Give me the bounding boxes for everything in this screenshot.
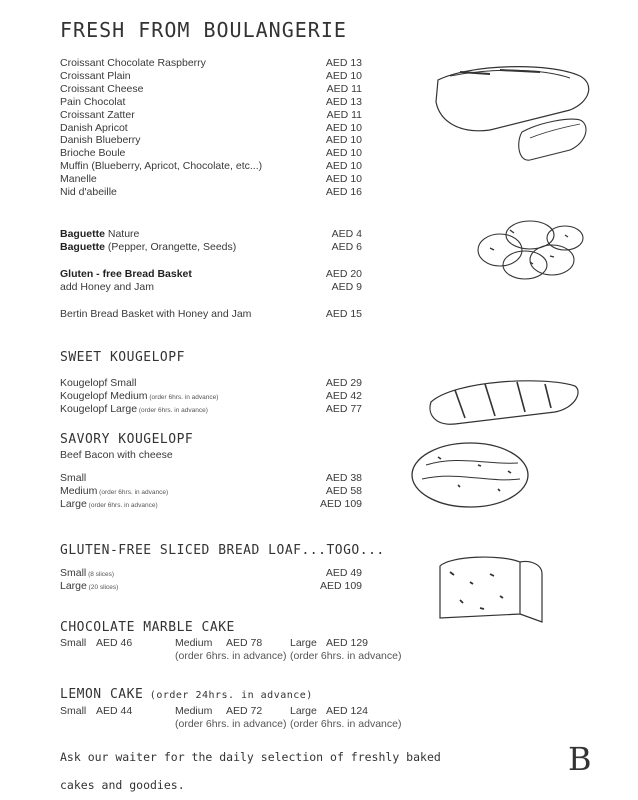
cake-large-price: AED 124	[326, 705, 369, 717]
item-name: Kougelopf Small	[60, 377, 137, 389]
menu-item	[60, 403, 208, 417]
menu-item	[60, 268, 192, 281]
marble-cake-prices	[0, 637, 638, 677]
item-name: Small	[60, 472, 87, 484]
cake-small-price: AED 44	[96, 705, 133, 717]
cake-medium-note: (order 6hrs. in advance)	[175, 718, 287, 730]
logo-letter: B	[568, 740, 592, 778]
item-price: AED 6	[331, 241, 362, 253]
item-name-bold: Baguette	[60, 228, 105, 240]
menu-item	[60, 567, 114, 581]
baguette-illustration	[425, 372, 585, 432]
braided-bread-illustration	[470, 210, 600, 290]
country-loaf-illustration	[408, 435, 533, 515]
cake-medium-label: Medium	[175, 637, 213, 649]
item-note: (order 6hrs. in advance)	[137, 407, 208, 414]
cake-medium-label: Medium	[175, 705, 213, 717]
item-name-bold: Baguette	[60, 241, 105, 253]
item-price: AED 11	[326, 82, 362, 95]
cake-small-price: AED 46	[96, 637, 133, 649]
item-price: AED 109	[319, 580, 362, 592]
cake-large-label: Large	[290, 705, 317, 717]
item-price: AED 16	[325, 186, 362, 198]
item-price: AED 11	[326, 108, 362, 121]
section-title-sweet-kougelopf: SWEET KOUGELOPF	[60, 350, 185, 365]
footer-line-1: Ask our waiter for the daily selection of freshly baked	[60, 750, 441, 764]
section-subtitle: Beef Bacon with cheese	[60, 449, 173, 461]
menu-item-name: Manelle	[60, 173, 97, 186]
item-price: AED 4	[331, 228, 362, 240]
item-name: Medium	[60, 485, 98, 497]
item-note: (order 6hrs. in advance)	[86, 502, 158, 509]
item-price: AED 29	[325, 377, 362, 389]
lemon-title-note: (order 24hrs. in advance)	[143, 690, 313, 701]
menu-item-name: Muffin (Blueberry, Apricot, Chocolate, etc...)	[60, 160, 263, 173]
cake-medium-price: AED 78	[226, 637, 263, 649]
menu-item-name: Croissant Zatter	[60, 108, 135, 121]
item-price: AED 20	[325, 268, 362, 280]
section-title-lemon-cake	[60, 687, 313, 702]
section-title-savory-kougelopf: SAVORY KOUGELOPF	[60, 432, 194, 447]
cake-large-note: (order 6hrs. in advance)	[290, 718, 402, 730]
menu-item	[60, 485, 168, 499]
item-price: AED 13	[325, 95, 362, 108]
item-name: Small	[60, 567, 87, 579]
cake-large-label: Large	[290, 637, 317, 649]
menu-item-name: Croissant Chocolate Raspberry	[60, 57, 206, 69]
item-name: Large	[60, 580, 87, 592]
menu-item-name: Danish Apricot	[60, 121, 128, 134]
cake-large-note: (order 6hrs. in advance)	[290, 650, 402, 662]
item-price: AED 15	[325, 308, 362, 320]
item-name: Kougelopf Medium	[60, 390, 148, 402]
menu-item	[60, 241, 236, 254]
cake-medium-note: (order 6hrs. in advance)	[175, 650, 287, 662]
item-price: AED 13	[325, 57, 362, 69]
page-title: FRESH FROM BOULANGERIE	[60, 18, 347, 42]
item-name: Large	[60, 498, 87, 510]
lemon-cake-prices	[0, 705, 638, 745]
sliced-loaf-illustration	[430, 552, 550, 632]
item-name-bold: Gluten - free Bread Basket	[60, 268, 192, 280]
menu-item-name: Pain Chocolat	[60, 95, 126, 108]
item-price: AED 9	[331, 281, 362, 293]
item-price: AED 10	[325, 173, 362, 186]
menu-item	[60, 580, 118, 594]
lemon-title: LEMON CAKE	[60, 687, 144, 702]
cake-large-price: AED 129	[326, 637, 369, 649]
item-price: AED 10	[325, 69, 362, 82]
item-note: (20 slices)	[86, 584, 119, 591]
menu-item	[60, 377, 136, 390]
item-name: Nature	[104, 228, 140, 240]
item-price: AED 10	[325, 121, 362, 134]
menu-item-name: Brioche Boule	[60, 147, 126, 160]
item-price: AED 38	[325, 472, 362, 484]
bread-loaf-illustration	[430, 62, 600, 172]
section-title-marble-cake: CHOCOLATE MARBLE CAKE	[60, 620, 235, 635]
item-price: AED 109	[319, 498, 362, 510]
cake-small-label: Small	[60, 637, 87, 649]
menu-item	[60, 472, 86, 485]
item-price: AED 49	[325, 567, 362, 579]
logo-icon	[560, 738, 600, 778]
item-note: (order 6hrs. in advance)	[147, 394, 219, 401]
cake-medium-price: AED 72	[226, 705, 263, 717]
section-title-gluten-free-loaf: GLUTEN-FREE SLICED BREAD LOAF...TOGO...	[60, 543, 385, 558]
item-price: AED 10	[325, 160, 362, 173]
item-price: AED 42	[325, 390, 362, 402]
menu-item	[60, 390, 218, 404]
item-note: (order 6hrs. in advance)	[97, 489, 169, 496]
menu-item-name: add Honey and Jam	[60, 281, 154, 293]
menu-item-name: Danish Blueberry	[60, 134, 141, 147]
menu-item-name: Nid d'abeille	[60, 186, 117, 198]
item-price: AED 77	[325, 403, 362, 415]
cake-small-label: Small	[60, 705, 87, 717]
item-name: Kougelopf Large	[60, 403, 138, 415]
item-price: AED 10	[325, 147, 362, 160]
item-name: (Pepper, Orangette, Seeds)	[104, 241, 237, 253]
item-note: (8 slices)	[86, 571, 115, 578]
item-price: AED 58	[325, 485, 362, 497]
menu-item	[60, 498, 158, 512]
menu-item-name: Croissant Cheese	[60, 82, 144, 95]
menu-item	[60, 228, 139, 241]
menu-item-name: Croissant Plain	[60, 69, 131, 82]
footer-line-2: cakes and goodies.	[60, 778, 185, 792]
item-price: AED 10	[325, 134, 362, 147]
menu-item-name: Bertin Bread Basket with Honey and Jam	[60, 308, 252, 320]
